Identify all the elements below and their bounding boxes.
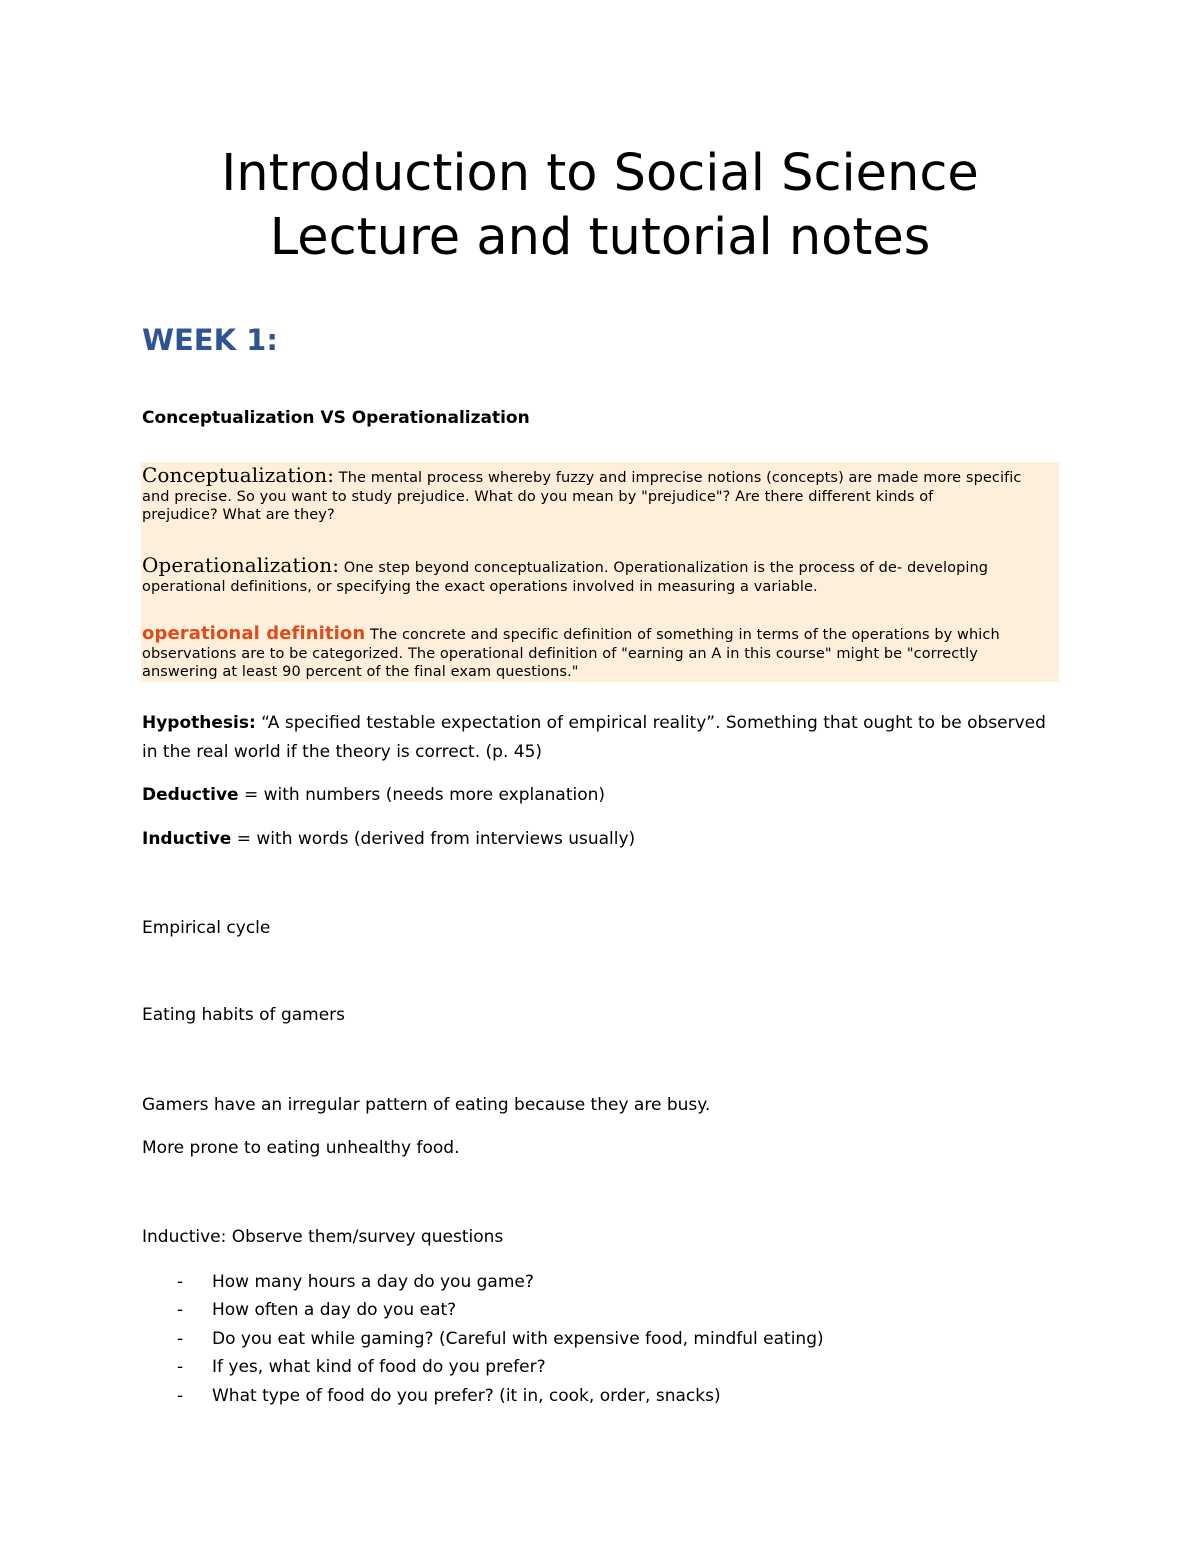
operationalization-term: Operationalization: [142,553,340,577]
operational-definition-line-3: answering at least 90 percent of the final exam questions." [142,664,579,680]
week-heading: WEEK 1: [142,323,278,357]
operational-definition-term: operational definition [142,623,366,644]
bullet-dash: - [177,1272,184,1292]
section-heading: Conceptualization VS Operationalization [142,408,530,428]
conceptualization-line-3: prejudice? What are they? [142,507,335,523]
deductive-text: = with numbers (needs more explanation) [238,785,606,805]
question-text: How often a day do you eat? [212,1300,457,1321]
inductive-text: = with words (derived from interviews usually) [231,829,636,849]
deductive-term: Deductive [142,785,239,805]
bullet-dash: - [177,1357,184,1378]
hypothesis-line-2: in the real world if the theory is correct. (p. 45) [142,742,543,762]
bullet-dash: - [177,1300,184,1321]
operational-definition-text-1: The concrete and specific definition of something in terms of the operations by which [365,627,1000,643]
conceptualization-line-2: and precise. So you want to study prejudice. What do you mean by "prejudice"? Are there different kinds of [142,489,934,505]
operationalization-text-1: One step beyond conceptualization. Operationalization is the process of de- developing [339,560,989,576]
unhealthy-food-line: More prone to eating unhealthy food. [142,1138,460,1158]
conceptualization-term: Conceptualization: [142,463,335,487]
bullet-dash: - [177,1385,184,1406]
hypothesis-term: Hypothesis: [142,713,256,733]
inductive-line [142,827,635,851]
conceptualization-text-1: The mental process whereby fuzzy and imprecise notions (concepts) are made more specific [334,470,1022,486]
operationalization-line-1 [142,553,989,577]
document-title-line-1: Introduction to Social Science [221,144,979,203]
question-text: Do you eat while gaming? (Careful with expensive food, mindful eating) [212,1328,824,1349]
document-title-line-2: Lecture and tutorial notes [269,208,931,267]
operational-definition-line-1 [142,625,1000,644]
inductive-term: Inductive [142,829,232,849]
conceptualization-line-1 [142,463,1022,487]
bullet-dash: - [177,1328,184,1349]
deductive-line [142,783,605,807]
gamers-pattern-line: Gamers have an irregular pattern of eating because they are busy. [142,1095,711,1115]
empirical-cycle-line: Empirical cycle [142,918,271,938]
hypothesis-line-1 [142,711,1046,735]
question-text: How many hours a day do you game? [212,1272,534,1292]
eating-habits-line: Eating habits of gamers [142,1005,346,1025]
operationalization-line-2: operational definitions, or specifying the exact operations involved in measuring a variable. [142,579,818,595]
question-text: If yes, what kind of food do you prefer? [212,1357,546,1378]
hypothesis-text-1: “A specified testable expectation of empirical reality”. Something that ought to be observed [255,713,1046,733]
question-text: What type of food do you prefer? (it in, cook, order, snacks) [212,1385,721,1406]
operational-definition-line-2: observations are to be categorized. The operational definition of "earning an A in this course" might be "correctly [142,646,978,662]
inductive-observe-line: Inductive: Observe them/survey questions [142,1227,504,1247]
